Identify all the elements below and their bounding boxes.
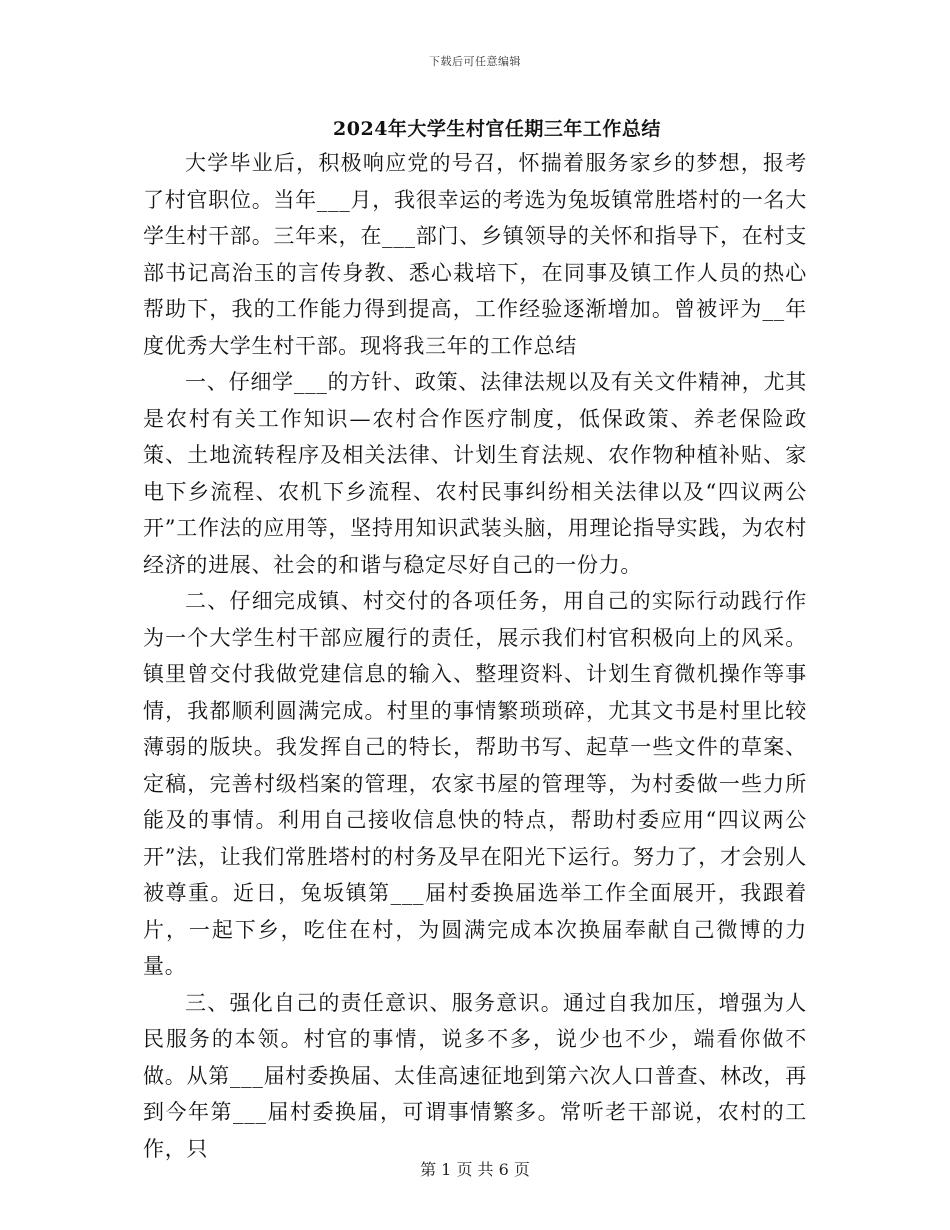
- paragraph-section-1: 一、仔细学___的方针、政策、法律法规以及有关文件精神，尤其是农村有关工作知识—农村合作医疗制度，低保政策、养老保险政策、土地流转程序及相关法律、计划生育法规、农作物种植补贴、家电下乡流程、农机下乡流程、农村民事纠纷相关法律以及“四议两公开”工作法的应用等，坚持用知识武装头脑，用理论指导实践，为农村经济的进展、社会的和谐与稳定尽好自己的一份力。: [143, 370, 807, 577]
- document-title: 2024年大学生村官任期三年工作总结: [333, 118, 661, 140]
- paragraph-section-3: 三、强化自己的责任意识、服务意识。通过自我加压，增强为人民服务的本领。村官的事情，说多不多，说少也不少，端看你做不做。从第___届村委换届、太佳高速征地到第六次人口普查、林改，再到今年第___届村委换届，可谓事情繁多。常听老干部说，农村的工作，只: [143, 990, 807, 1161]
- document-body: [143, 145, 807, 1167]
- page-header-note: 下载后可任意编辑: [429, 55, 521, 68]
- paragraph-section-2: 二、仔细完成镇、村交付的各项任务，用自己的实际行动践行作为一个大学生村干部应履行的责任，展示我们村官积极向上的风采。镇里曾交付我做党建信息的输入、整理资料、计划生育微机操作等事情，我都顺利圆满完成。村里的事情繁琐琐碎，尤其文书是村里比较薄弱的版块。我发挥自己的特长，帮助书写、起草一些文件的草案、定稿，完善村级档案的管理，农家书屋的管理等，为村委做一些力所能及的事情。利用自己接收信息快的特点，帮助村委应用“四议两公开”法，让我们常胜塔村的村务及早在阳光下运行。努力了，才会别人被尊重。近日，兔坂镇第___届村委换届选举工作全面展开，我跟着片，一起下乡，吃住在村，为圆满完成本次换届奉献自己微博的力量。: [143, 589, 807, 978]
- paragraph-intro: 大学毕业后，积极响应党的号召，怀揣着服务家乡的梦想，报考了村官职位。当年___月，我很幸运的考选为兔坂镇常胜塔村的一名大学生村干部。三年来，在___部门、乡镇领导的关怀和指导下，在村支部书记高治玉的言传身教、悉心栽培下，在同事及镇工作人员的热心帮助下，我的工作能力得到提高，工作经验逐渐增加。曾被评为__年度优秀大学生村干部。现将我三年的工作总结: [143, 151, 807, 358]
- page-number: 第 1 页 共 6 页: [420, 1160, 530, 1179]
